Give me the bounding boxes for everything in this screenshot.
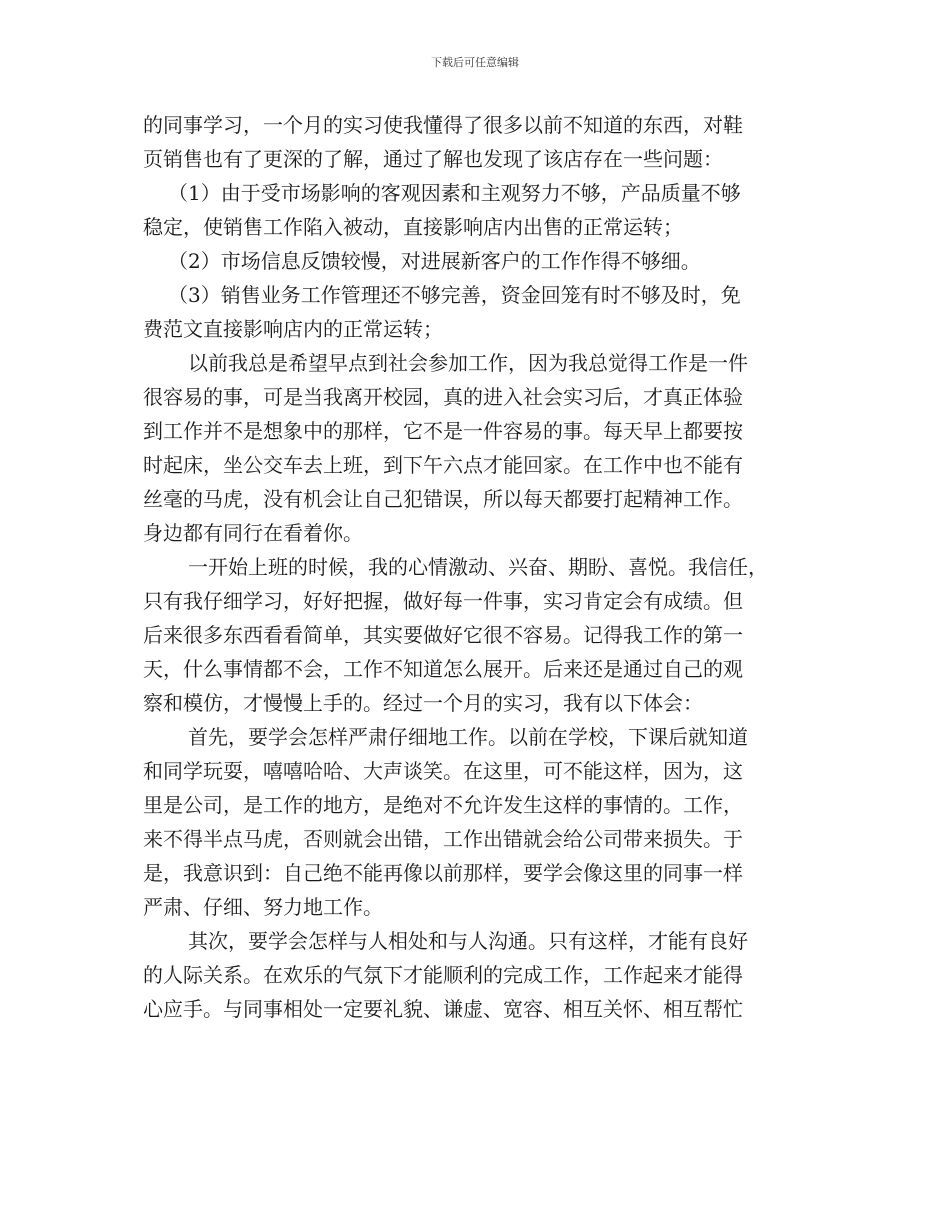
text-line: 丝毫的马虎，没有机会让自己犯错误，所以每天都要打起精神工作。 — [143, 487, 743, 511]
text-line: 身边都有同行在看着你。 — [143, 521, 363, 545]
text-line: 的人际关系。在欢乐的气氛下才能顺利的完成工作，工作起来才能得 — [143, 963, 743, 987]
text-line: 察和模仿，才慢慢上手的。经过一个月的实习，我有以下体会： — [143, 691, 703, 715]
text-line: 首先，要学会怎样严肃仔细地工作。以前在学校，下课后就知道 — [188, 725, 748, 749]
text-line: 一开始上班的时候，我的心情激动、兴奋、期盼、喜悦。我信任， — [188, 555, 768, 579]
text-line: 稳定，使销售工作陷入被动，直接影响店内出售的正常运转； — [143, 215, 683, 239]
text-line: 到工作并不是想象中的那样，它不是一件容易的事。每天早上都要按 — [143, 419, 743, 443]
text-line: （2）市场信息反馈较慢，对进展新客户的工作作得不够细。 — [168, 249, 701, 273]
page-header: 下载后可任意编辑 — [431, 56, 519, 69]
text-line: 只有我仔细学习，好好把握，做好每一件事，实习肯定会有成绩。但 — [143, 589, 743, 613]
text-line: 心应手。与同事相处一定要礼貌、谦虚、宽容、相互关怀、相互帮忙 — [143, 997, 743, 1021]
document-body — [143, 108, 813, 1026]
text-line: 的同事学习，一个月的实习使我懂得了很多以前不知道的东西，对鞋 — [143, 113, 743, 137]
text-line: 时起床，坐公交车去上班，到下午六点才能回家。在工作中也不能有 — [143, 453, 743, 477]
text-line: 很容易的事，可是当我离开校园，真的进入社会实习后，才真正体验 — [143, 385, 743, 409]
text-line: 后来很多东西看看简单，其实要做好它很不容易。记得我工作的第一 — [143, 623, 743, 647]
text-line: 和同学玩耍，嘻嘻哈哈、大声谈笑。在这里，可不能这样，因为，这 — [143, 759, 743, 783]
text-line: 里是公司，是工作的地方，是绝对不允许发生这样的事情的。工作， — [143, 793, 743, 817]
text-line: （3）销售业务工作管理还不够完善，资金回笼有时不够及时，免 — [168, 283, 741, 307]
text-line: 是，我意识到：自己绝不能再像以前那样，要学会像这里的同事一样 — [143, 861, 743, 885]
text-line: 严肃、仔细、努力地工作。 — [143, 895, 383, 919]
text-line: 以前我总是希望早点到社会参加工作，因为我总觉得工作是一件 — [188, 351, 748, 375]
text-line: 页销售也有了更深的了解，通过了解也发现了该店存在一些问题： — [143, 147, 723, 171]
text-line: 天，什么事情都不会，工作不知道怎么展开。后来还是通过自己的观 — [143, 657, 743, 681]
text-line: 其次，要学会怎样与人相处和与人沟通。只有这样，才能有良好 — [188, 929, 748, 953]
text-line: 来不得半点马虎，否则就会出错，工作出错就会给公司带来损失。于 — [143, 827, 743, 851]
text-line: 费范文直接影响店内的正常运转； — [143, 317, 443, 341]
text-line: （1）由于受市场影响的客观因素和主观努力不够，产品质量不够 — [168, 181, 741, 205]
